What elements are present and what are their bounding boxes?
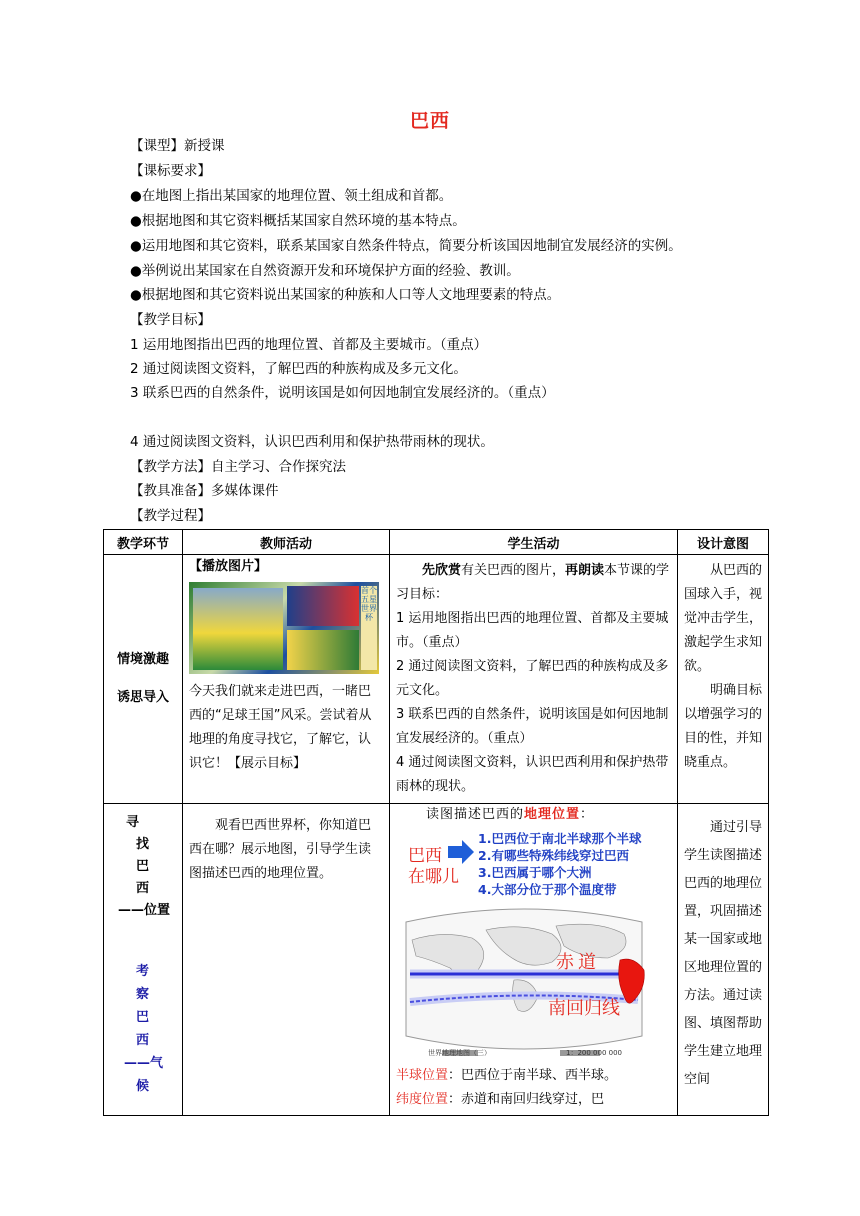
stage-char: 巴 bbox=[136, 1010, 150, 1025]
map-where-label: 巴西 bbox=[408, 846, 442, 866]
teacher-cell bbox=[183, 555, 390, 804]
table-row bbox=[104, 804, 769, 1116]
student-goal: 4 通过阅读图文资料，认识巴西利用和保护热带雨林的现状。 bbox=[396, 755, 669, 794]
stage-cell bbox=[104, 555, 183, 804]
stage-char: ——气 bbox=[124, 1056, 164, 1071]
photo-team bbox=[287, 630, 359, 670]
header-intent: 设计意图 bbox=[678, 530, 769, 555]
stage-char: 找 bbox=[136, 837, 150, 852]
standard-item: ●举例说出某国家在自然资源开发和环境保护方面的经验、教训。 bbox=[130, 263, 520, 279]
student-goal: 3 联系巴西的自然条件，说明该国是如何因地制宜发展经济的。（重点） bbox=[396, 707, 669, 746]
teaching-method: 【教学方法】自主学习、合作探究法 bbox=[130, 459, 346, 475]
photo-trophy bbox=[193, 588, 283, 670]
photo-caption: 首个五星世界杯 bbox=[361, 586, 377, 670]
tropic-label: 南回归线 bbox=[548, 998, 620, 1019]
intent-cell bbox=[678, 555, 769, 804]
standard-item: ●运用地图和其它资料，联系某国家自然条件特点，简要分析该国因地制宜发展经济的实例。 bbox=[130, 238, 682, 254]
stage-char: 寻 bbox=[126, 815, 140, 830]
heading-standards: 【课标要求】 bbox=[130, 163, 211, 179]
heading-process: 【教学过程】 bbox=[130, 508, 211, 524]
teacher-text: 今天我们就来走进巴西，一睹巴西的“足球王国”风采。尝试着从地理的角度寻找它，了解它，认识它！【展示目标】 bbox=[189, 684, 372, 771]
goal-item: 3 联系巴西的自然条件，说明该国是如何因地制宜发展经济的。（重点） bbox=[130, 385, 555, 401]
heading-goals: 【教学目标】 bbox=[130, 312, 211, 328]
fact-text: ：巴西位于南半球、西半球。 bbox=[448, 1068, 618, 1083]
header-stage: 教学环节 bbox=[104, 530, 183, 555]
student-goal: 2 通过阅读图文资料，了解巴西的种族构成及多元文化。 bbox=[396, 659, 669, 698]
intent-cell bbox=[678, 804, 769, 1116]
equator-label: 赤道 bbox=[556, 952, 600, 973]
student-lead: 有关巴西的图片， bbox=[461, 563, 566, 578]
stage-char: 巴 bbox=[136, 859, 150, 874]
student-cell bbox=[390, 804, 678, 1116]
goal-item: 2 通过阅读图文资料，了解巴西的种族构成及多元文化。 bbox=[130, 361, 467, 377]
page-title: 巴西 bbox=[409, 110, 450, 132]
header-teacher: 教师活动 bbox=[183, 530, 390, 555]
goal-item: 1 运用地图指出巴西的地理位置、首都及主要城市。（重点） bbox=[130, 337, 488, 353]
stage-char: 西 bbox=[136, 881, 150, 896]
fact-label: 半球位置 bbox=[396, 1068, 449, 1083]
stage-label: 诱思导入 bbox=[116, 690, 169, 705]
photo-player bbox=[287, 586, 359, 626]
student-head: 读图描述巴西的 bbox=[426, 807, 525, 822]
map-question: 4.大部分位于那个温度带 bbox=[478, 882, 617, 897]
stage-char: 西 bbox=[136, 1033, 150, 1048]
map-where-label: 在哪儿 bbox=[408, 867, 459, 887]
goal-item: 4 通过阅读图文资料，认识巴西利用和保护热带雨林的现状。 bbox=[130, 434, 494, 450]
intent-text: 通过引导学生读图描述巴西的地理位置，巩固描述某一国家或地区地理位置的方法。通过读图、填图帮助学生建立地理空间 bbox=[684, 820, 763, 1087]
fact-text: ：赤道和南回归线穿过，巴 bbox=[448, 1092, 605, 1107]
student-head-highlight: 地理位置 bbox=[524, 807, 581, 822]
process-table bbox=[103, 529, 769, 1116]
teaching-tools: 【教具准备】多媒体课件 bbox=[130, 483, 279, 499]
world-map-figure bbox=[402, 830, 646, 1060]
student-goal: 1 运用地图指出巴西的地理位置、首都及主要城市。（重点） bbox=[396, 611, 669, 650]
student-cell bbox=[390, 555, 678, 804]
map-title: 世界地理地图（三） bbox=[428, 1049, 491, 1057]
intent-text: 从巴西的国球入手，视觉冲击学生，激起学生求知欲。 bbox=[684, 563, 763, 674]
stage-char: 察 bbox=[136, 987, 150, 1002]
student-lead: 本节课的学习目标： bbox=[396, 563, 670, 602]
student-head: ： bbox=[580, 807, 595, 822]
teacher-cell bbox=[183, 804, 390, 1116]
standard-item: ●根据地图和其它资料概括某国家自然环境的基本特点。 bbox=[130, 213, 466, 229]
table-header-row bbox=[104, 530, 769, 555]
football-photo bbox=[189, 582, 379, 674]
lesson-type: 【课型】新授课 bbox=[130, 138, 225, 154]
standard-item: ●根据地图和其它资料说出某国家的种族和人口等人文地理要素的特点。 bbox=[130, 287, 561, 303]
table-row bbox=[104, 555, 769, 804]
intent-text: 明确目标以增强学习的目的性，并知晓重点。 bbox=[684, 683, 763, 770]
map-question: 3.巴西属于哪个大洲 bbox=[478, 865, 592, 880]
header-student: 学生活动 bbox=[390, 530, 678, 555]
teacher-tag: 【播放图片】 bbox=[189, 559, 268, 574]
stage-char: ——位置 bbox=[118, 903, 171, 918]
standard-item: ●在地图上指出某国家的地理位置、领土组成和首都。 bbox=[130, 188, 453, 204]
map-question: 2.有哪些特殊纬线穿过巴西 bbox=[478, 848, 629, 863]
stage-char: 考 bbox=[136, 964, 150, 979]
map-scale: 1：200 000 000 bbox=[566, 1049, 622, 1057]
stage-label: 情境激趣 bbox=[116, 652, 169, 667]
student-lead-bold: 再朗读 bbox=[565, 563, 605, 578]
stage-cell bbox=[104, 804, 183, 1116]
stage-char: 候 bbox=[136, 1079, 150, 1094]
teacher-text: 观看巴西世界杯，你知道巴西在哪？展示地图，引导学生读图描述巴西的地理位置。 bbox=[189, 818, 372, 881]
fact-label: 纬度位置 bbox=[396, 1092, 449, 1107]
map-question: 1.巴西位于南北半球那个半球 bbox=[478, 831, 642, 846]
student-lead-bold: 先欣赏 bbox=[422, 563, 462, 578]
